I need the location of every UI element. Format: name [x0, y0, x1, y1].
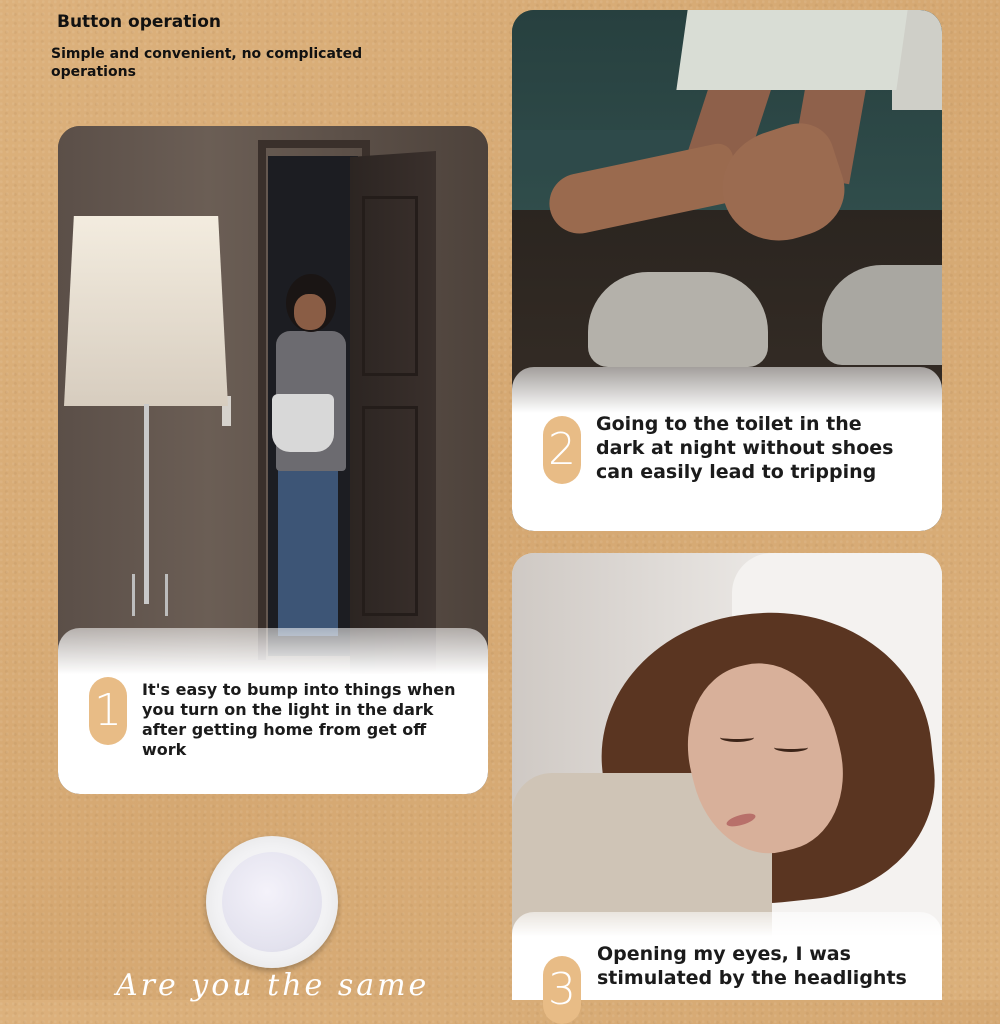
scenario-text: Opening my eyes, I was stimulated by the headlights: [597, 943, 907, 989]
scenario-caption-1: [58, 628, 488, 794]
scenario-text: It's easy to bump into things when you turn on the light in the dark after getting home from get off work: [142, 680, 456, 759]
tagline: Are you the same: [116, 968, 430, 1003]
scenario-caption-2: [512, 367, 942, 531]
scenario-text: Going to the toilet in the dark at night without shoes can easily lead to tripping: [596, 413, 894, 483]
page-subtitle: Simple and convenient, no complicated operations: [51, 46, 363, 80]
page-title: Button operation: [57, 12, 221, 32]
scenario-number-badge: 1: [89, 677, 127, 745]
scenario-number-badge: 2: [543, 416, 581, 484]
push-light-lens: [222, 852, 322, 952]
scenario-caption-3: [512, 912, 942, 1015]
scenario-number-badge: 3: [543, 956, 581, 1024]
